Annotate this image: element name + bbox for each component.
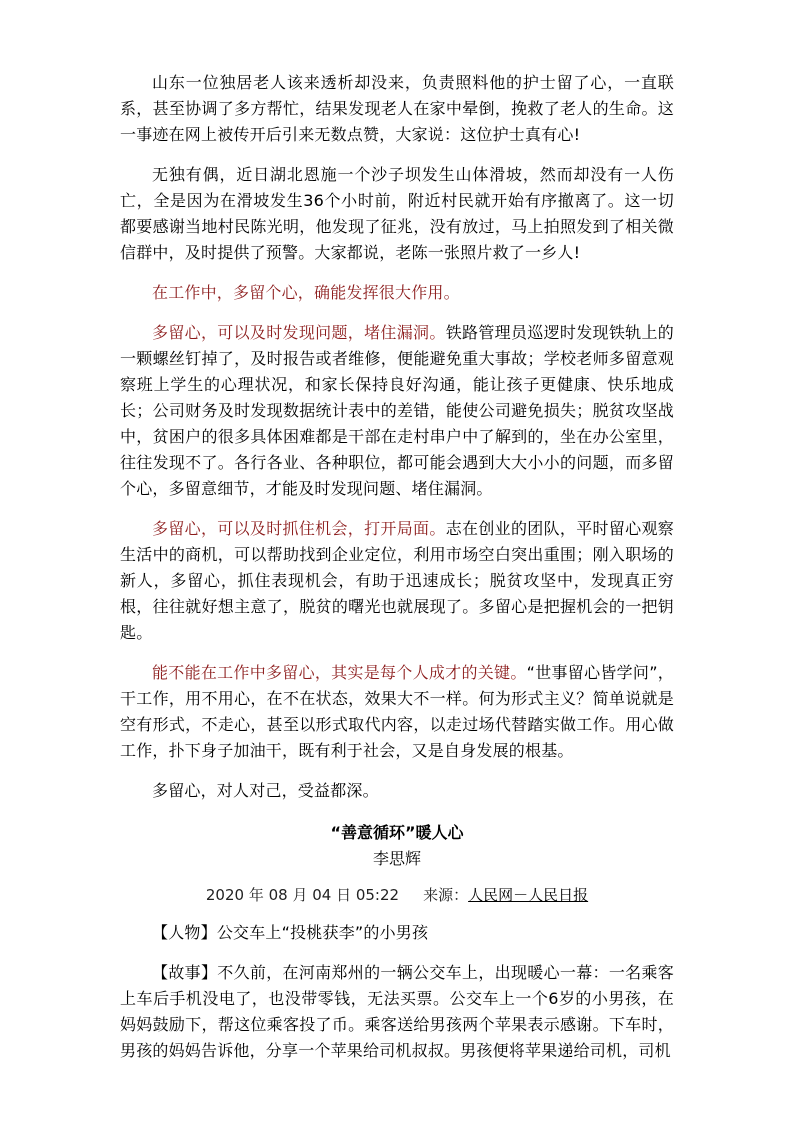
paragraph-person bbox=[120, 920, 674, 946]
article-date: 2020 年 08 月 04 日 05:22 bbox=[205, 886, 400, 904]
paragraph-story bbox=[120, 960, 674, 1064]
story-tag: 【故事】 bbox=[152, 963, 218, 982]
paragraph-text: 山东一位独居老人该来透析却没来，负责照料他的护士留了心，一直联系，甚至协调了多方帮忙，结果发现老人在家中晕倒，挽救了老人的生命。这一事迹在网上被传开后引来无数点赞，大家说：这位护士真有心! bbox=[120, 73, 674, 144]
highlight-text: 多留心，可以及时发现问题，堵住漏洞。 bbox=[152, 323, 446, 342]
paragraph-thesis bbox=[120, 280, 674, 306]
source-label: 来源： bbox=[423, 886, 469, 904]
paragraph-text: 志在创业的团队，平时留心观察生活中的商机，可以帮助找到企业定位，利用市场空白突出重围；刚入职场的新人，多留心，抓住表现机会，有助于迅速成长；脱贫攻坚中，发现真正穷根，往往就好想主意了，脱贫的曙光也就展现了。多留心是把握机会的一把钥匙。 bbox=[120, 519, 674, 642]
paragraph-nurse bbox=[120, 70, 674, 148]
paragraph-landslide bbox=[120, 162, 674, 266]
paragraph-key-to-success bbox=[120, 660, 674, 764]
source-link[interactable]: 人民网－人民日报 bbox=[468, 886, 589, 904]
article-title: “善意循环”暖人心 bbox=[330, 823, 464, 842]
paragraph-text: 多留心，对人对己，受益都深。 bbox=[152, 781, 379, 800]
highlight-text: 在工作中，多留个心，确能发挥很大作用。 bbox=[152, 283, 460, 302]
paragraph-text: 铁路管理员巡逻时发现铁轨上的一颗螺丝钉掉了，及时报告或者维修，便能避免重大事故；学校老师多留意观察班上学生的心理状况，和家长保持良好沟通，能让孩子更健康、快乐地成长；公司财务及时发现数据统计表中的差错，能使公司避免损失；脱贫攻坚战中，贫困户的很多具体困难都是干部在走村串户中了解到的，坐在办公室里，往往发现不了。各行各业、各种职位，都可能会遇到大大小小的问题，而多留个心，多留意细节，才能及时发现问题、堵住漏洞。 bbox=[120, 323, 674, 498]
paragraph-conclusion bbox=[120, 778, 674, 804]
person-text: 公交车上“投桃获李”的小男孩 bbox=[216, 923, 429, 942]
article-author: 李思辉 bbox=[372, 849, 421, 868]
paragraph-text: “世事留心皆学问”，干工作，用不用心，在不在状态，效果大不一样。何为形式主义？简单说就是空有形式，不走心，甚至以形式取代内容，以走过场代替踏实做工作。用心做工作，扑下身子加油干，既有利于社会，又是自身发展的根基。 bbox=[120, 663, 674, 760]
paragraph-seize-opportunity bbox=[120, 516, 674, 646]
highlight-text: 能不能在工作中多留心，其实是每个人成才的关键。 bbox=[152, 663, 527, 682]
article-meta bbox=[120, 884, 674, 906]
story-text: 不久前，在河南郑州的一辆公交车上，出现暖心一幕：一名乘客上车后手机没电了，也没带零钱，无法买票。公交车上一个6岁的小男孩，在妈妈鼓励下，帮这位乘客投了币。乘客送给男孩两个苹果表示感谢。下车时，男孩的妈妈告诉他，分享一个苹果给司机叔叔。男孩便将苹果递给司机，司机 bbox=[120, 963, 674, 1060]
highlight-text: 多留心，可以及时抓住机会，打开局面。 bbox=[152, 519, 446, 538]
person-tag: 【人物】 bbox=[152, 923, 217, 942]
paragraph-text: 无独有偶，近日湖北恩施一个沙子坝发生山体滑坡，然而却没有一人伤亡，全是因为在滑坡发生36个小时前，附近村民就开始有序撤离了。这一切都要感谢当地村民陈光明，他发现了征兆，没有放过，马上拍照发到了相关微信群中，及时提供了预警。大家都说，老陈一张照片救了一乡人! bbox=[120, 165, 674, 262]
paragraph-find-problems bbox=[120, 320, 674, 502]
